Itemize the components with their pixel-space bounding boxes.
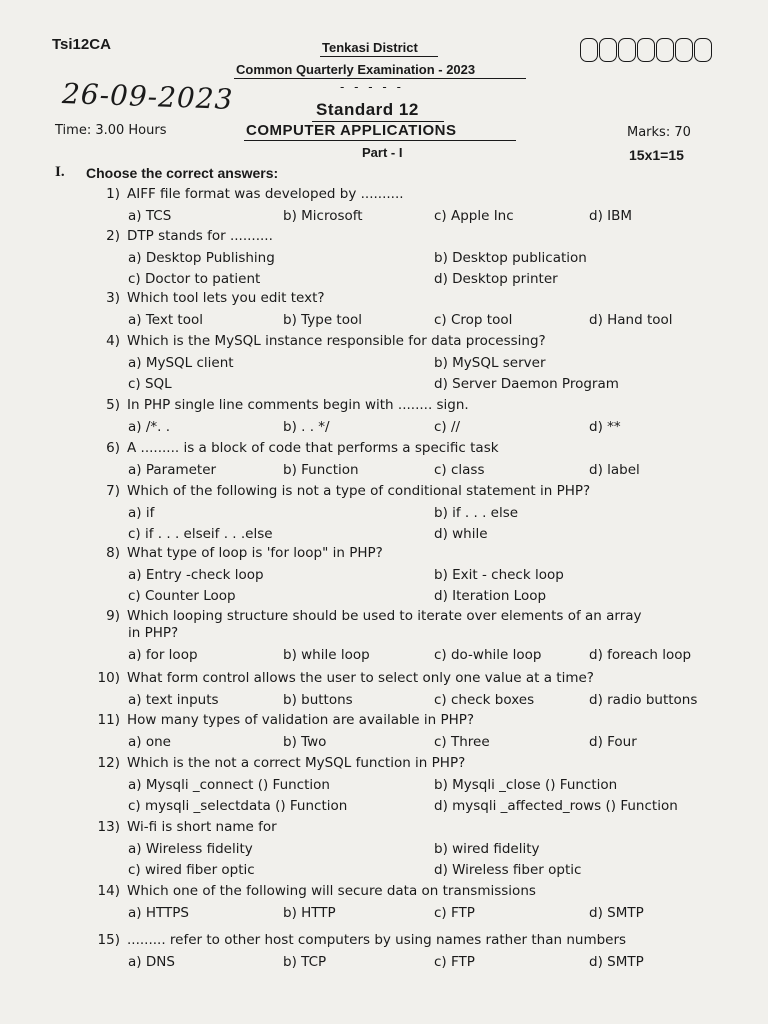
answer-option: c) check boxes	[434, 692, 535, 708]
answer-option: b) . . */	[283, 419, 330, 435]
question-text: Wi-fi is short name for	[127, 819, 277, 835]
question-number: 6)	[106, 440, 120, 456]
register-box	[675, 38, 693, 62]
answer-option: b) Microsoft	[283, 208, 363, 224]
subject-title: COMPUTER APPLICATIONS	[246, 122, 457, 139]
answer-option: c) SQL	[128, 376, 172, 392]
question-text: A ......... is a block of code that performs a specific task	[127, 440, 499, 456]
answer-option: d) SMTP	[589, 905, 644, 921]
question-number: 5)	[106, 397, 120, 413]
answer-option: a) Entry -check loop	[128, 567, 264, 583]
answer-option: b) if . . . else	[434, 505, 519, 521]
answer-option: d) **	[589, 419, 621, 435]
question-text: In PHP single line comments begin with ........ sign.	[127, 397, 469, 413]
register-box	[618, 38, 636, 62]
question-text: What form control allows the user to select only one value at a time?	[127, 670, 594, 686]
question-number: 10)	[97, 670, 120, 686]
answer-option: c) Apple Inc	[434, 208, 514, 224]
question-number: 15)	[97, 932, 120, 948]
answer-option: c) Doctor to patient	[128, 271, 261, 287]
answer-option: b) buttons	[283, 692, 353, 708]
answer-option: a) Mysqli _connect () Function	[128, 777, 330, 793]
subject-underline	[244, 140, 516, 141]
part-label: Part - I	[362, 145, 403, 160]
answer-option: d) Desktop printer	[434, 271, 558, 287]
section-title: Choose the correct answers:	[86, 165, 279, 181]
answer-option: b) wired fidelity	[434, 841, 540, 857]
register-number-boxes	[580, 38, 713, 62]
answer-option: a) MySQL client	[128, 355, 234, 371]
answer-option: d) Wireless fiber optic	[434, 862, 582, 878]
handwritten-date: 26-09-2023	[61, 77, 234, 116]
answer-option: b) TCP	[283, 954, 327, 970]
question-text: ......... refer to other host computers by using names rather than numbers	[127, 932, 627, 948]
question-number: 8)	[106, 545, 120, 561]
question-number: 3)	[106, 290, 120, 306]
question-text: How many types of validation are available in PHP?	[127, 712, 475, 728]
total-marks: Marks: 70	[627, 125, 691, 140]
answer-option: b) Mysqli _close () Function	[434, 777, 618, 793]
answer-option: b) Two	[283, 734, 327, 750]
answer-option: a) HTTPS	[128, 905, 189, 921]
answer-option: c) FTP	[434, 954, 475, 970]
answer-option: b) Desktop publication	[434, 250, 587, 266]
question-text: Which looping structure should be used to iterate over elements of an array	[127, 608, 642, 624]
question-number: 2)	[106, 228, 120, 244]
answer-option: d) Four	[589, 734, 637, 750]
register-box	[637, 38, 655, 62]
answer-option: d) SMTP	[589, 954, 644, 970]
answer-option: a) Parameter	[128, 462, 217, 478]
question-text: in PHP?	[128, 625, 179, 641]
exam-underline	[234, 78, 526, 79]
answer-option: a) one	[128, 734, 171, 750]
answer-option: c) do-while loop	[434, 647, 542, 663]
answer-option: c) Crop tool	[434, 312, 513, 328]
answer-option: d) Hand tool	[589, 312, 673, 328]
paper-code: Tsi12CA	[52, 36, 111, 53]
answer-option: c) if . . . elseif . . .else	[128, 526, 273, 542]
answer-option: b) while loop	[283, 647, 370, 663]
question-text: Which is the not a correct MySQL function in PHP?	[127, 755, 466, 771]
question-number: 11)	[97, 712, 120, 728]
question-text: AIFF file format was developed by ..........	[127, 186, 404, 202]
question-number: 13)	[97, 819, 120, 835]
district-name: Tenkasi District	[322, 40, 418, 55]
answer-option: b) Function	[283, 462, 359, 478]
answer-option: c) FTP	[434, 905, 475, 921]
answer-option: c) //	[434, 419, 461, 435]
answer-option: a) /*. .	[128, 419, 171, 435]
exam-title: Common Quarterly Examination - 2023	[236, 62, 476, 77]
register-box	[694, 38, 712, 62]
answer-option: c) wired fiber optic	[128, 862, 255, 878]
answer-option: b) Type tool	[283, 312, 362, 328]
question-number: 4)	[106, 333, 120, 349]
register-box	[599, 38, 617, 62]
answer-option: a) for loop	[128, 647, 198, 663]
answer-option: a) DNS	[128, 954, 175, 970]
question-text: Which one of the following will secure data on transmissions	[127, 883, 536, 899]
question-number: 14)	[97, 883, 120, 899]
answer-option: c) mysqli _selectdata () Function	[128, 798, 348, 814]
answer-option: b) MySQL server	[434, 355, 546, 371]
question-text: What type of loop is 'for loop" in PHP?	[127, 545, 383, 561]
district-underline	[320, 56, 438, 57]
question-text: Which tool lets you edit text?	[127, 290, 325, 306]
answer-option: b) HTTP	[283, 905, 336, 921]
answer-option: a) Wireless fidelity	[128, 841, 253, 857]
question-number: 1)	[106, 186, 120, 202]
question-text: Which of the following is not a type of conditional statement in PHP?	[127, 483, 591, 499]
answer-option: a) Text tool	[128, 312, 203, 328]
answer-option: d) IBM	[589, 208, 633, 224]
register-box	[656, 38, 674, 62]
part-marks: 15x1=15	[629, 147, 684, 163]
answer-option: a) TCS	[128, 208, 172, 224]
header-dashes: - - - - -	[340, 80, 404, 94]
answer-option: c) class	[434, 462, 485, 478]
question-text: DTP stands for ..........	[127, 228, 273, 244]
answer-option: d) radio buttons	[589, 692, 698, 708]
answer-option: d) Server Daemon Program	[434, 376, 619, 392]
answer-option: d) while	[434, 526, 488, 542]
answer-option: d) mysqli _affected_rows () Function	[434, 798, 678, 814]
answer-option: a) if	[128, 505, 155, 521]
standard-label: Standard 12	[316, 100, 419, 119]
question-number: 7)	[106, 483, 120, 499]
section-number: I.	[55, 164, 65, 180]
answer-option: d) label	[589, 462, 640, 478]
question-number: 9)	[106, 608, 120, 624]
answer-option: c) Counter Loop	[128, 588, 236, 604]
answer-option: a) text inputs	[128, 692, 219, 708]
answer-option: a) Desktop Publishing	[128, 250, 275, 266]
register-box	[580, 38, 598, 62]
answer-option: d) Iteration Loop	[434, 588, 547, 604]
time-allowed: Time: 3.00 Hours	[55, 123, 167, 138]
answer-option: b) Exit - check loop	[434, 567, 564, 583]
question-number: 12)	[97, 755, 120, 771]
answer-option: c) Three	[434, 734, 490, 750]
answer-option: d) foreach loop	[589, 647, 692, 663]
question-text: Which is the MySQL instance responsible for data processing?	[127, 333, 546, 349]
